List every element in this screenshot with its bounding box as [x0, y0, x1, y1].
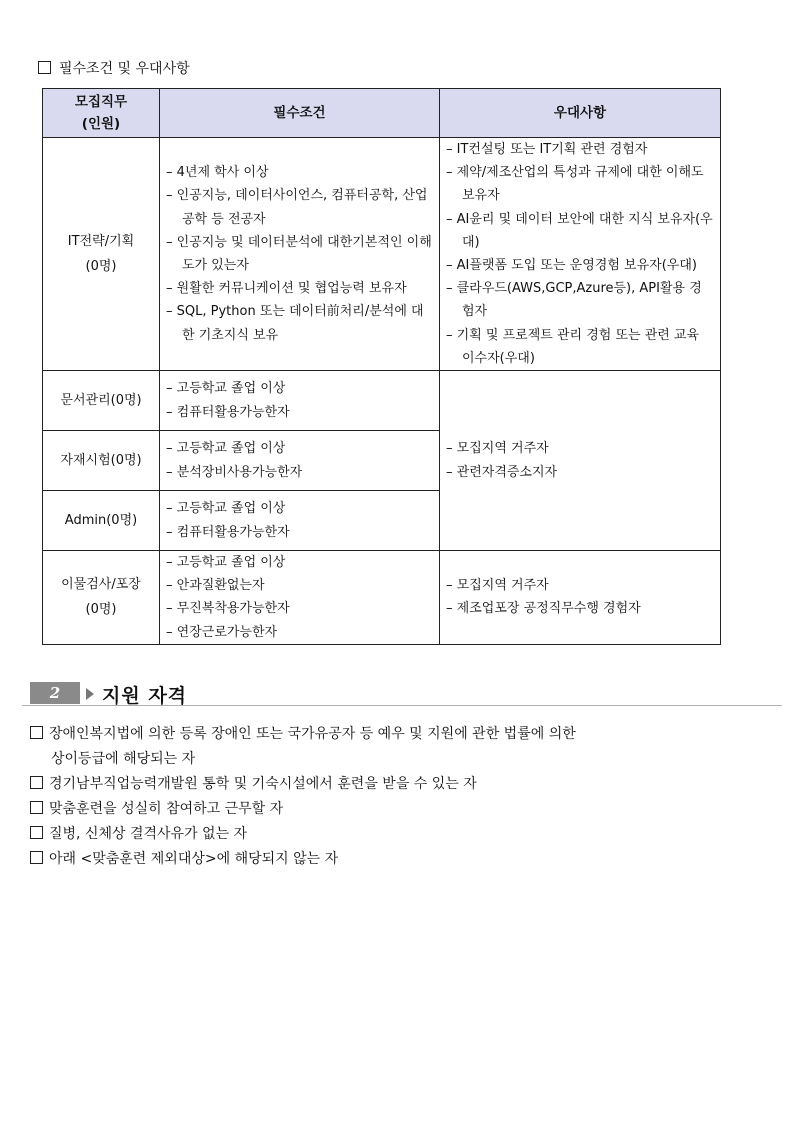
table-row: [43, 138, 721, 371]
checkbox-square-icon: [30, 851, 43, 864]
list-item: – 분석장비사용가능한자: [166, 461, 433, 484]
section2-title: 지원 자격: [102, 685, 188, 707]
section1-heading: [38, 58, 190, 78]
list-item: 아래 <맞춤훈련 제외대상>에 해당되지 않는 자: [30, 847, 730, 872]
triangle-arrow-icon: [86, 688, 94, 700]
job-cell: Admin(0명): [43, 491, 160, 551]
list-item: 장애인복지법에 의한 등록 장애인 또는 국가유공자 등 예우 및 지원에 관한 법률에 의한: [30, 722, 730, 747]
header-required: 필수조건: [160, 89, 440, 138]
required-cell: [160, 431, 440, 491]
list-item: – 컴퓨터활용가능한자: [166, 521, 433, 544]
list-item: 질병, 신체상 결격사유가 없는 자: [30, 822, 730, 847]
list-item: – 무진복착용가능한자: [166, 597, 433, 620]
checkbox-square-icon: [30, 801, 43, 814]
requirements-table: [42, 88, 721, 645]
list-item: – 클라우드(AWS,GCP,Azure등), API활용 경험자: [446, 277, 714, 323]
job-cell: 이물검사/포장 (0명): [43, 551, 160, 645]
table-row: [43, 371, 721, 431]
table-header-row: [43, 89, 721, 138]
list-item: – 제약/제조산업의 특성과 규제에 대한 이해도 보유자: [446, 161, 714, 207]
required-cell: [160, 551, 440, 645]
list-item: – 연장근로가능한자: [166, 621, 433, 644]
list-item: – AI플랫폼 도입 또는 운영경험 보유자(우대): [446, 254, 714, 277]
section2-header: [22, 682, 782, 708]
checkbox-square-icon: [30, 776, 43, 789]
checkbox-square-icon: [30, 726, 43, 739]
job-cell: 자재시험(0명): [43, 431, 160, 491]
section1-label: 필수조건 및 우대사항: [59, 61, 190, 77]
preferred-cell: [440, 138, 721, 371]
list-item: – 고등학교 졸업 이상: [166, 497, 433, 520]
list-item: – 모집지역 거주자: [446, 437, 714, 460]
list-item: – 기획 및 프로젝트 관리 경험 또는 관련 교육 이수자(우대): [446, 324, 714, 370]
header-preferred: 우대사항: [440, 89, 721, 138]
list-item: – 고등학교 졸업 이상: [166, 377, 433, 400]
job-cell: IT전략/기획 (0명): [43, 138, 160, 371]
list-item: – 원활한 커뮤니케이션 및 협업능력 보유자: [166, 277, 433, 300]
list-item: – 안과질환없는자: [166, 574, 433, 597]
preferred-cell: [440, 551, 721, 645]
shared-preferred-cell: [440, 371, 721, 551]
checkbox-square-icon: [30, 826, 43, 839]
list-item: – 제조업포장 공정직무수행 경험자: [446, 597, 714, 620]
header-job: 모집직무 (인원): [43, 89, 160, 138]
table-row: [43, 551, 721, 645]
list-item: – AI윤리 및 데이터 보안에 대한 지식 보유자(우대): [446, 208, 714, 254]
section-number-badge: 2: [30, 682, 80, 704]
list-item: – SQL, Python 또는 데이터前처리/분석에 대한 기초지식 보유: [166, 300, 433, 346]
list-item: 맞춤훈련을 성실히 참여하고 근무할 자: [30, 797, 730, 822]
list-item: – 고등학교 졸업 이상: [166, 551, 433, 574]
required-cell: [160, 371, 440, 431]
checkbox-square-icon: [38, 61, 51, 74]
required-cell: [160, 138, 440, 371]
list-item: – 관련자격증소지자: [446, 461, 714, 484]
list-item: – 인공지능, 데이터사이언스, 컴퓨터공학, 산업공학 등 전공자: [166, 184, 433, 230]
list-item: – IT컨설팅 또는 IT기획 관련 경험자: [446, 138, 714, 161]
list-item-continuation: 상이등급에 해당되는 자: [51, 751, 196, 767]
list-item: – 모집지역 거주자: [446, 574, 714, 597]
qualification-list: [30, 722, 730, 872]
required-cell: [160, 491, 440, 551]
list-item: 경기남부직업능력개발원 통학 및 기숙시설에서 훈련을 받을 수 있는 자: [30, 772, 730, 797]
list-item: – 컴퓨터활용가능한자: [166, 401, 433, 424]
list-item: – 4년제 학사 이상: [166, 161, 433, 184]
list-item: – 고등학교 졸업 이상: [166, 437, 433, 460]
job-cell: 문서관리(0명): [43, 371, 160, 431]
list-item: – 인공지능 및 데이터분석에 대한기본적인 이해도가 있는자: [166, 231, 433, 277]
